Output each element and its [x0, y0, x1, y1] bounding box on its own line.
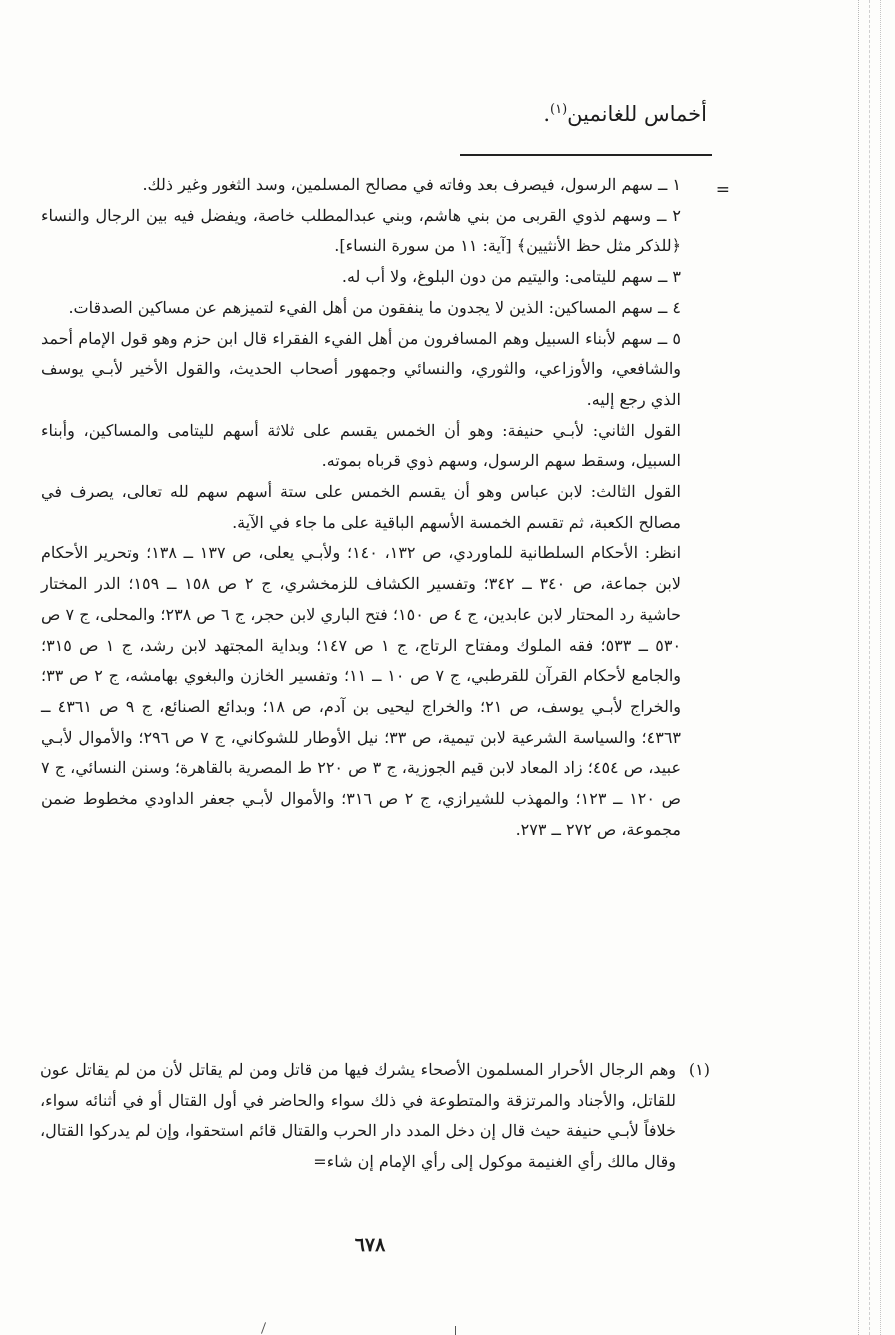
- main-text-line: [543, 95, 707, 129]
- continued-footnote: [41, 170, 681, 845]
- note-paragraph: ٣ ــ سهم لليتامى: واليتيم من دون البلوغ، ولا أب له.: [341, 267, 681, 287]
- footnote-1: [40, 1055, 710, 1177]
- binding-line: [858, 0, 859, 1335]
- footnote-ref: (١): [550, 102, 568, 117]
- footnote-text: وهم الرجال الأحرار المسلمون الأصحاء يشرك فيها من قاتل ومن لم يقاتل لأن من لم يقاتل عون للقاتل، والأجناد والمرتزقة والمتطوعة في ذلك سواء والحاضر في أول القتال أو في أثنائه سواء، خلافاً لأبـي حنيفة حيث قال إن دخل المدد دار الحرب والقتال قائم استحقوا، وإن لم يدركوا القتال، وقال مالك رأي الغنيمة موكول إلى رأي الإمام إن شاء=: [40, 1060, 676, 1171]
- continuation-mark: =: [715, 180, 730, 200]
- binding-line: [880, 0, 881, 1335]
- binding-line: [869, 0, 870, 1335]
- note-paragraph: ٢ ــ وسهم لذوي القربى من بني هاشم، وبني عبدالمطلب خاصة، ويفضل فيه بين الرجال والنساء ﴿للذكر مثل حظ الأنثيين﴾ [آية: ١١ من سورة النساء].: [41, 205, 681, 256]
- main-text-end: .: [543, 102, 550, 126]
- footnote-separator: [460, 154, 712, 156]
- note-paragraph: القول الثالث: لابن عباس وهو أن يقسم الخمس على ستة أسهم سهم لله تعالى، يصرف في مصالح الكعبة، ثم تقسم الخمسة الأسهم الباقية على ما جاء في الآية.: [41, 482, 681, 532]
- note-paragraph: ١ ــ سهم الرسول، فيصرف بعد وفاته في مصالح المسلمين، وسد الثغور وغير ذلك.: [142, 175, 681, 194]
- page-number: ٦٧٨: [354, 1234, 386, 1256]
- references-paragraph: انظر: الأحكام السلطانية للماوردي، ص ١٣٢، ١٤٠؛ ولأبـي يعلى، ص ١٣٧ ــ ١٣٨؛ وتحرير الأحكام لابن جماعة، ص ٣٤٠ ــ ٣٤٢؛ وتفسير الكشاف للزمخشري، ج ٢ ص ١٥٨ ــ ١٥٩؛ الدر المختار حاشية رد المحتار لابن عابدين، ج ٤ ص ١٥٠؛ فتح الباري لابن حجر، ج ٦ ص ٢٣٨؛ والمحلى، ج ٧ ص ٥٣٠ ــ ٥٣٣؛ فقه الملوك ومفتاح الرتاج، ج ١ ص ١٤٧؛ وبداية المجتهد لابن رشد، ج ١ ص ٣١٥؛ والجامع لأحكام القرآن للقرطبي، ج ٧ ص ١٠ ــ ١١؛ وتفسير الخازن والبغوي بهامشه، ج ٢ ص ٣٣؛ والخراج لأبـي يوسف، ص ٢١؛ والخراج ليحيى بن آدم، ص ١٨؛ وبدائع الصنائع، ج ٩ ص ٤٣٦١ ــ ٤٣٦٣؛ والسياسة الشرعية لابن تيمية، ص ٣٣؛ نيل الأوطار للشوكاني، ج ٧ ص ٢٩٦؛ والأموال لأبـي عبيد، ص ٤٥٤؛ زاد المعاد لابن قيم الجوزية، ج ٣ ص ٢٢٠ ط المصرية بالقاهرة؛ وسنن النسائي، ج ٧ ص ١٢٠ ــ ١٢٣؛ والمهذب للشيرازي، ج ٢ ص ٣١٦؛ والأموال لأبـي جعفر الداودي مخطوط ضمن مجموعة، ص ٢٧٢ ــ ٢٧٣.: [41, 543, 682, 839]
- scan-mark: [455, 1326, 456, 1335]
- scan-mark: [261, 1322, 266, 1334]
- note-paragraph: القول الثاني: لأبـي حنيفة: وهو أن الخمس يقسم على ثلاثة أسهم لليتامى والمساكين، وأبناء السبيل، وسقط سهم الرسول، وسهم ذوي قرباه بموته.: [41, 420, 681, 471]
- footnote-number: (١): [688, 1060, 710, 1079]
- main-text: أخماس للغانمين: [567, 102, 707, 126]
- note-paragraph: ٤ ــ سهم المساكين: الذين لا يجدون ما ينفقون من أهل الفيء لتميزهم عن مساكين الصدقات.: [68, 297, 681, 317]
- note-paragraph: ٥ ــ سهم لأبناء السبيل وهم المسافرون من أهل الفيء الفقراء قال ابن حزم وهو قول الإمام أحمد والشافعي، والأوزاعي، والثوري، والنسائي وجمهور أصحاب الحديث، والقول الأخير لأبـي يوسف الذي رجع إليه.: [41, 328, 681, 409]
